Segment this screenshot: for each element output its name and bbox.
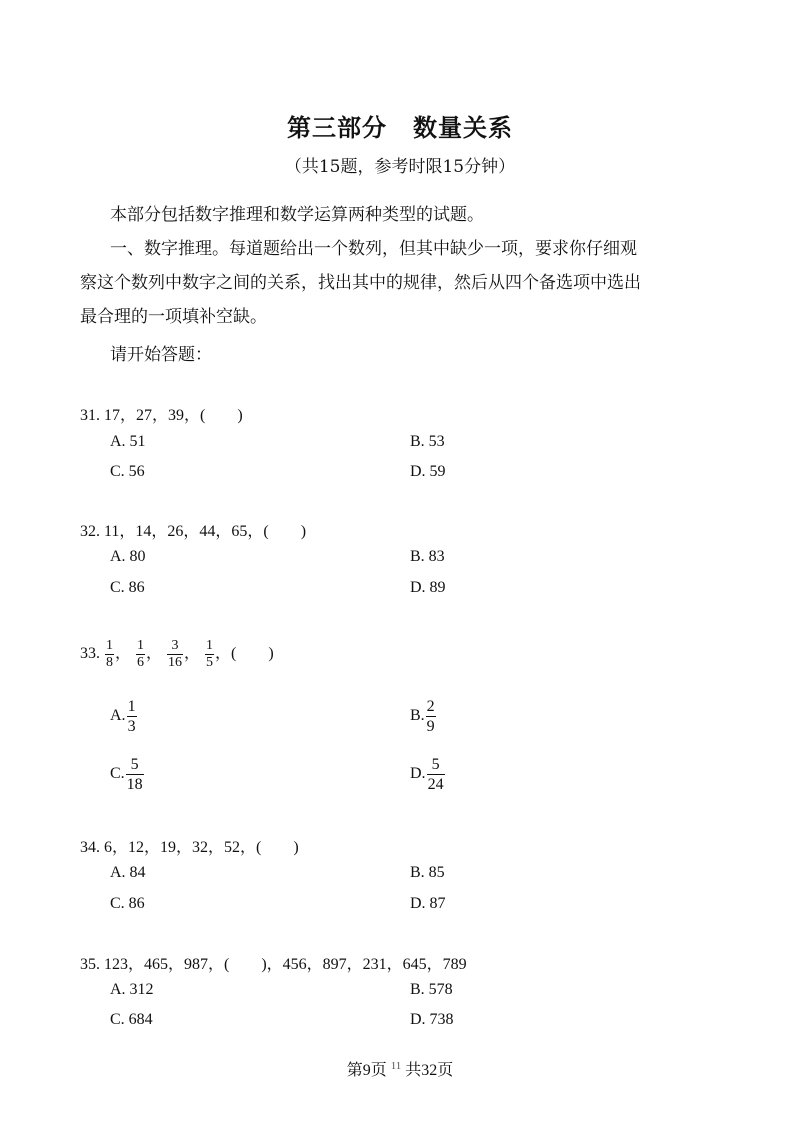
option-fraction: [126, 755, 144, 794]
intro-paragraph-2-line-3: 最合理的一项填补空缺。: [80, 307, 267, 327]
question-31-option-b: B. 53: [410, 433, 445, 450]
section-title: [0, 108, 800, 143]
question-31-stem: 31. 17，27，39，( ): [80, 407, 243, 424]
question-33-option-d: [410, 755, 446, 794]
option-fraction: [427, 755, 445, 794]
fraction-numerator: 2: [426, 698, 435, 715]
fraction-denominator: 6: [137, 655, 145, 670]
question-33-term-2: [136, 638, 145, 671]
option-label: C.: [110, 765, 125, 783]
fraction-denominator: 5: [206, 655, 214, 670]
intro-start-prompt: 请开始答题：: [110, 345, 212, 365]
fraction-denominator: 16: [168, 655, 183, 670]
question-32-option-c: C. 86: [110, 579, 145, 596]
page-total: 共32页: [405, 1062, 454, 1079]
question-35-option-b: B. 578: [410, 981, 453, 998]
question-31-option-a: A. 51: [110, 433, 146, 450]
fraction-numerator: 1: [106, 638, 113, 653]
section-title-part: 第三部分: [287, 114, 387, 142]
option-label: B.: [410, 707, 425, 725]
fraction-denominator: 9: [426, 718, 435, 735]
question-34-option-b: B. 85: [410, 864, 445, 881]
intro-paragraph-1: 本部分包括数字推理和数学运算两种类型的试题。: [110, 205, 484, 225]
question-32-option-d: D. 89: [410, 579, 446, 596]
page-number: 第9页: [346, 1062, 387, 1079]
fraction-denominator: 3: [127, 718, 136, 735]
fraction-numerator: 3: [171, 638, 179, 653]
fraction-numerator: 1: [127, 698, 136, 715]
question-32-stem: 32. 11，14，26，44，65，( ): [80, 523, 307, 540]
question-33-term-1: [105, 638, 114, 671]
question-35-option-d: D. 738: [410, 1011, 454, 1028]
question-31-option-d: D. 59: [410, 463, 446, 480]
question-33-blank: ，( ): [215, 645, 274, 663]
fraction-numerator: 5: [130, 756, 139, 773]
question-33-option-c: [110, 755, 145, 794]
option-label: D.: [410, 765, 426, 783]
question-35-option-a: A. 312: [110, 981, 154, 998]
fraction-denominator: 24: [427, 776, 444, 793]
question-31-option-c: C. 56: [110, 463, 145, 480]
intro-paragraph-2-line-1: 一、数字推理。每道题给出一个数列，但其中缺少一项，要求你仔细观: [110, 239, 637, 259]
question-34-stem: 34. 6，12，19，32，52，( ): [80, 839, 299, 856]
question-34-option-a: A. 84: [110, 864, 146, 881]
fraction-denominator: 8: [106, 655, 113, 670]
question-33-term-4: [205, 638, 214, 671]
question-33-number: 33.: [80, 645, 100, 663]
question-34-option-c: C. 86: [110, 895, 145, 912]
option-label: A.: [110, 707, 126, 725]
question-35-stem: 35. 123，465，987，( )，456，897，231，645，789: [80, 956, 467, 973]
option-fraction: [127, 697, 137, 736]
question-34-option-d: D. 87: [410, 895, 446, 912]
page-footer: [0, 1057, 800, 1080]
question-33-option-b: [410, 697, 437, 736]
fraction-numerator: 5: [431, 756, 440, 773]
section-subtitle: （共15题，参考时限15分钟）: [284, 157, 516, 177]
page-mark: 11: [390, 1060, 402, 1072]
option-fraction: [426, 697, 436, 736]
intro-paragraph-2-line-2: 察这个数列中数字之间的关系，找出其中的规律，然后从四个备选项中选出: [80, 273, 641, 293]
question-33-stem: 33. $\frac{1}{8}$ ， $\frac{1}{6}$ ， $\frac{3}{16}$ ， $\frac{1}{5}$ ，( ): [80, 638, 274, 670]
question-32-option-b: B. 83: [410, 548, 445, 565]
question-35-option-c: C. 684: [110, 1011, 153, 1028]
fraction-numerator: 1: [206, 638, 214, 653]
question-33-term-3: [167, 638, 183, 671]
fraction-numerator: 1: [137, 638, 145, 653]
fraction-denominator: 18: [126, 776, 143, 793]
question-32-option-a: A. 80: [110, 548, 146, 565]
section-title-name: 数量关系: [413, 114, 513, 142]
question-33-option-a: [110, 697, 138, 736]
